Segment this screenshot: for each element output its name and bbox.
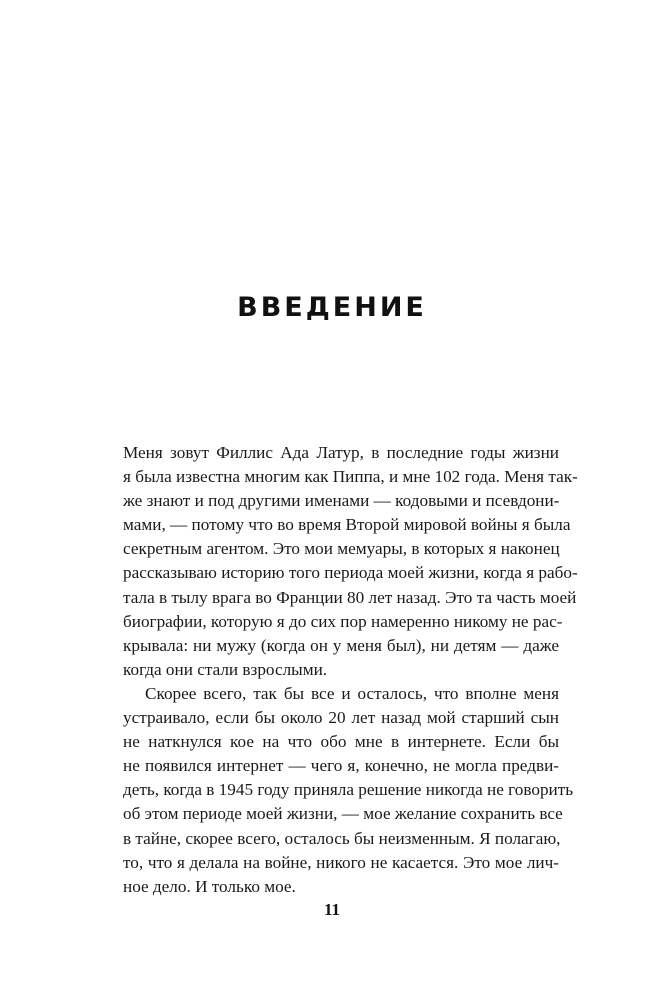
page-number: 11 [323,900,341,919]
text-line: Меня зовут Филлис Ада Латур, в последние годы жизни [123,443,559,462]
text-line: об этом периоде моей жизни, — мое желание сохранить все [123,804,563,824]
text-line: же знают и под другими именами — кодовыми и псевдони- [123,491,560,511]
text-line: не наткнулся кое на что обо мне в интернете. Если бы [123,732,559,752]
text-line: в тайне, скорее всего, осталось бы неизменным. Я полагаю, [123,828,561,848]
body-text [123,441,578,899]
text-line: рассказываю историю того периода моей жизни, когда я рабо- [123,563,578,583]
text-line: деть, когда в 1945 году приняла решение никогда не говорить [123,780,574,800]
text-line: устраивало, если бы около 20 лет назад мой старший сын [123,708,559,728]
text-line: ное дело. И только мое. [123,876,296,896]
chapter-title: ВВЕДЕНИЕ [237,292,427,323]
text-line: тала в тылу врага во Франции 80 лет назад. Это та часть моей [123,587,577,607]
text-line: когда они стали взрослыми. [123,659,328,679]
text-line: биографии, которую я до сих пор намеренно никому не рас- [123,611,563,631]
text-line: не появился интернет — чего я, конечно, не могла предви- [123,756,559,776]
text-line: Скорее всего, так бы все и осталось, что вполне меня [145,683,559,703]
text-line: то, что я делала на войне, никого не касается. Это мое лич- [123,852,559,872]
text-line: секретным агентом. Это мои мемуары, в которых я наконец [123,539,560,559]
text-line: мами, — потому что во время Второй мировой войны я была [123,515,571,535]
text-line: я была известна многим как Пиппа, и мне 102 года. Меня так- [123,467,578,487]
text-line: крывала: ни мужу (когда он у меня был), ни детям — даже [123,635,559,655]
